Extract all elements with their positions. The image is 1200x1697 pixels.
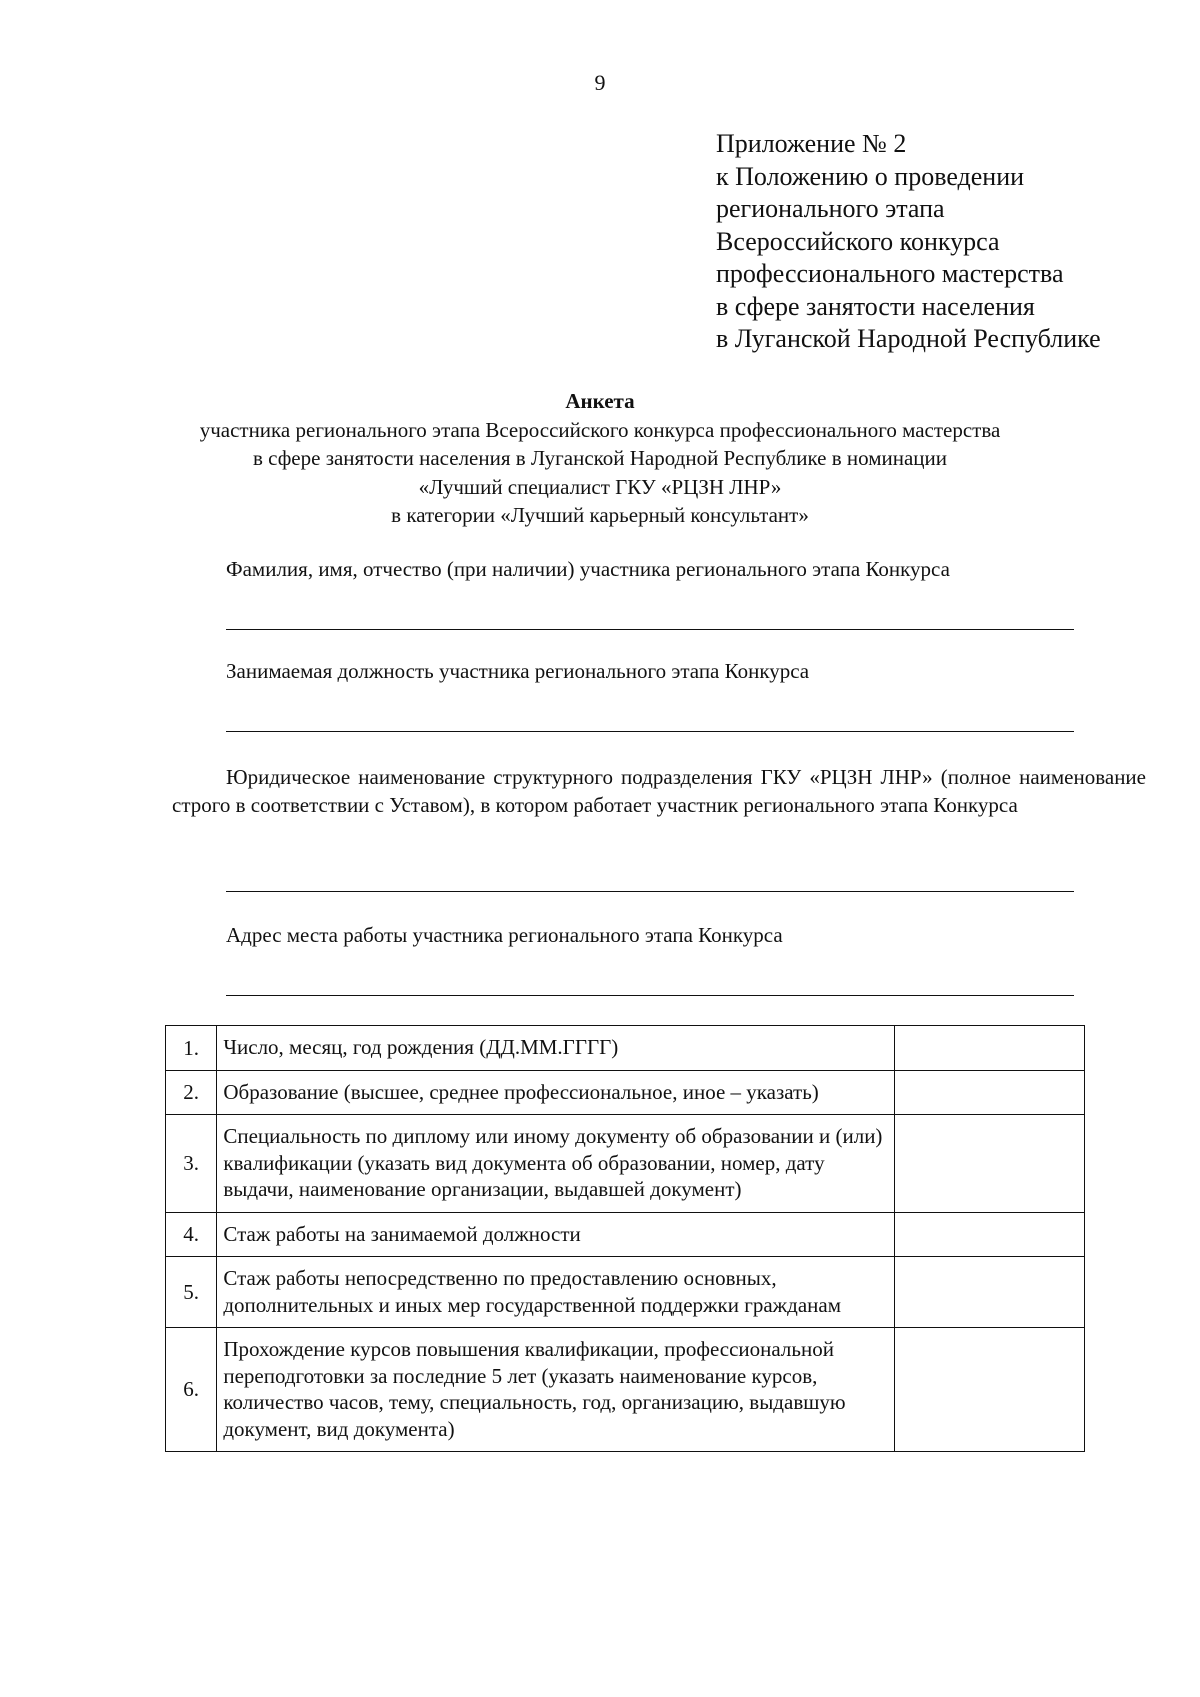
full-name-label: Фамилия, имя, отчество (при наличии) участника регионального этапа Конкурса: [226, 557, 950, 581]
position-label: Занимаемая должность участника регионального этапа Конкурса: [226, 659, 810, 683]
row-number: 1.: [166, 1026, 217, 1071]
form-subtitle-line: в сфере занятости населения в Луганской Народной Республике в номинации: [252, 446, 948, 470]
form-subtitle-line: участника регионального этапа Всероссийского конкурса профессионального мастерства: [199, 417, 1001, 442]
form-title: Анкета: [565, 389, 635, 413]
row-number: 5.: [166, 1257, 217, 1328]
table-row: [166, 1070, 1085, 1115]
appendix-line: регионального этапа: [716, 194, 945, 223]
row-question: Стаж работы на занимаемой должности: [217, 1212, 895, 1257]
appendix-line: Приложение № 2: [716, 129, 907, 158]
work-address-fill-line[interactable]: [226, 995, 1074, 996]
appendix-line: к Положению о проведении: [716, 161, 1025, 191]
page-number: 9: [594, 70, 606, 95]
row-answer-cell[interactable]: [895, 1328, 1085, 1452]
row-question: Образование (высшее, среднее профессиональное, иное – указать): [217, 1070, 895, 1115]
position-fill-line[interactable]: [226, 731, 1074, 732]
full-name-fill-line[interactable]: [226, 629, 1074, 630]
appendix-line: в Луганской Народной Республике: [716, 324, 1101, 353]
row-number: 4.: [166, 1212, 217, 1257]
row-question: Число, месяц, год рождения (ДД.ММ.ГГГГ): [217, 1026, 895, 1071]
form-subtitle-line: «Лучший специалист ГКУ «РЦЗН ЛНР»: [418, 474, 782, 499]
form-heading: [140, 387, 1060, 530]
appendix-reference: [716, 128, 1156, 356]
table-row: [166, 1257, 1085, 1328]
row-answer-cell[interactable]: [895, 1070, 1085, 1115]
row-answer-cell[interactable]: [895, 1026, 1085, 1071]
table-row: [166, 1026, 1085, 1071]
department-label: Юридическое наименование структурного подразделения ГКУ «РЦЗН ЛНР» (полное наименование строго в соответствии с Уставом), в котором работает участник регионального этапа Конкурса: [172, 765, 1146, 817]
appendix-line: Всероссийского конкурса: [716, 226, 1000, 256]
appendix-line: в сфере занятости населения: [716, 291, 1035, 321]
table-row: [166, 1328, 1085, 1452]
appendix-line: профессионального мастерства: [716, 259, 1064, 288]
work-address-label: Адрес места работы участника регионального этапа Конкурса: [226, 923, 783, 947]
table-row: [166, 1115, 1085, 1213]
row-question: Специальность по диплому или иному документу об образовании и (или) квалификации (указать вид документа об образовании, номер, дату выдачи, наименование организации, выдавшей документ): [217, 1115, 895, 1213]
row-answer-cell[interactable]: [895, 1115, 1085, 1213]
row-number: 6.: [166, 1328, 217, 1452]
row-number: 2.: [166, 1070, 217, 1115]
row-question: Стаж работы непосредственно по предоставлению основных, дополнительных и иных мер государственной поддержки гражданам: [217, 1257, 895, 1328]
participant-info-table: [165, 1025, 1085, 1452]
row-answer-cell[interactable]: [895, 1212, 1085, 1257]
row-number: 3.: [166, 1115, 217, 1213]
department-fill-line[interactable]: [226, 891, 1074, 892]
table-row: [166, 1212, 1085, 1257]
form-subtitle-line: в категории «Лучший карьерный консультант»: [391, 503, 809, 527]
row-answer-cell[interactable]: [895, 1257, 1085, 1328]
row-question: Прохождение курсов повышения квалификации, профессиональной переподготовки за последние 5 лет (указать наименование курсов, количество часов, тему, специальность, год, организацию, выдавшую документ, вид документа): [217, 1328, 895, 1452]
